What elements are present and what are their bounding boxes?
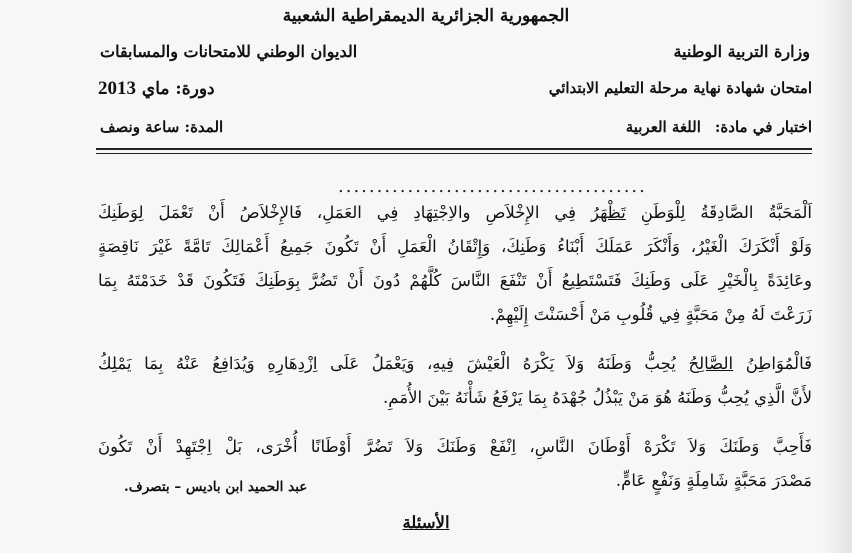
text-line-5-before: فَالْمُوَاطِنُ: [733, 354, 813, 373]
text-line-1: [98, 203, 812, 222]
scan-edge-shadow: [822, 0, 852, 553]
text-line-5: [98, 354, 812, 373]
text-line-8: مَصْدَرَ مَحَبَّةٍ شَامِلَةٍ وَنَفْعٍ عَامٍّ.: [615, 471, 812, 490]
text-line-7: فَأَحِبَّ وَطَنَكَ وَلاَ تَكْرَهْ أَوْطَانَ النَّاسِ، اِنْفَعْ وَطَنَكَ وَلاَ تَضُرَّ أَوْطَانًا أُخْرَى، بَلْ اِجْتَهِدْ أَنْ تَكُونَ: [98, 437, 812, 456]
exam-duration: المدة: ساعة ونصف: [100, 118, 224, 136]
exam-office-name: الديوان الوطني للامتحانات والمسابقات: [100, 42, 358, 61]
underlined-word-2: الصَّالِحُ: [688, 354, 734, 373]
republic-title: الجمهورية الجزائرية الديمقراطية الشعبية: [282, 6, 570, 26]
questions-heading: الأسئلة: [402, 513, 450, 532]
subject-value: اللغة العربية: [625, 118, 701, 136]
text-line-2: وَلَوْ أَنْكَرَكَ الْغَيْرُ، وَأَنْكَرَ عَمَلَكَ أَبْنَاءُ وَطَنِكَ، وَإِتْقَانُ الْعَمَلِ أَنْ تَكُونَ جَمِيعُ أَعْمَالِكَ تَامَّةً غَيْرَ نَاقِصَةٍ: [98, 237, 812, 256]
text-line-6: لأَنَّ الَّذِي يُحِبُّ وَطَنَهُ هُوَ مَنْ يَبْذُلُ جُهْدَهُ بِمَا يَرْفَعُ شَأْنَهُ بَيْنَ الأُمَمِ.: [383, 388, 812, 407]
dotted-separator: ........................................: [338, 176, 647, 197]
exam-session: [98, 78, 215, 100]
text-source-author: عبد الحميد ابن باديس – بتصرف.: [124, 479, 308, 495]
text-line-1-before: اَلْمَحَبَّةُ الصَّادِقَةُ لِلْوَطَنِ: [625, 203, 812, 222]
header-divider: [96, 148, 812, 150]
underlined-word-1: تَظْهَرُ: [590, 203, 626, 222]
exam-title: امتحان شهادة نهاية مرحلة التعليم الابتدائي: [548, 79, 812, 97]
subject-label: اختبار في مادة:: [714, 118, 812, 136]
text-line-4: زَرَعْتَ لَهُ مِنْ مَحَبَّةٍ فِي قُلُوبِ مَنْ أَحْسَنْتَ إِلَيْهِمْ.: [489, 305, 812, 324]
session-year: 2013: [98, 78, 136, 99]
session-label: دورة: ماي: [141, 79, 215, 99]
exam-subject: [626, 118, 812, 136]
header-divider-thin: [96, 153, 812, 154]
text-line-5-after: يُحِبُّ وَطَنَهُ وَلاَ يَكْرَهُ الْعَيْشَ فِيهِ، وَيَعْمَلُ عَلَى اِزْدِهَارِهِ وَيُدَافِعُ عَنْهُ بِمَا يَمْلِكُ: [98, 354, 689, 373]
ministry-name: وزارة التربية الوطنية: [673, 42, 810, 61]
text-line-3: وعَائِدَةً بِالْخَيْرِ عَلَى وَطَنِكَ فَتَسْتَطِيعُ أَنْ تَنْفَعَ النَّاسَ كُلَّهُمْ دُونَ أَنْ تَضُرَّ بِوَطَنِكَ فَتَكُونَ قَدْ خَدَمْتَهُ بِمَا: [98, 271, 812, 290]
text-line-1-after: فِي الإِخْلاَصِ والاِجْتِهَادِ فِي العَمَلِ، فَالإِخْلاَصُ أَنْ تَعْمَلَ لِوَطَنِكَ: [98, 203, 591, 222]
